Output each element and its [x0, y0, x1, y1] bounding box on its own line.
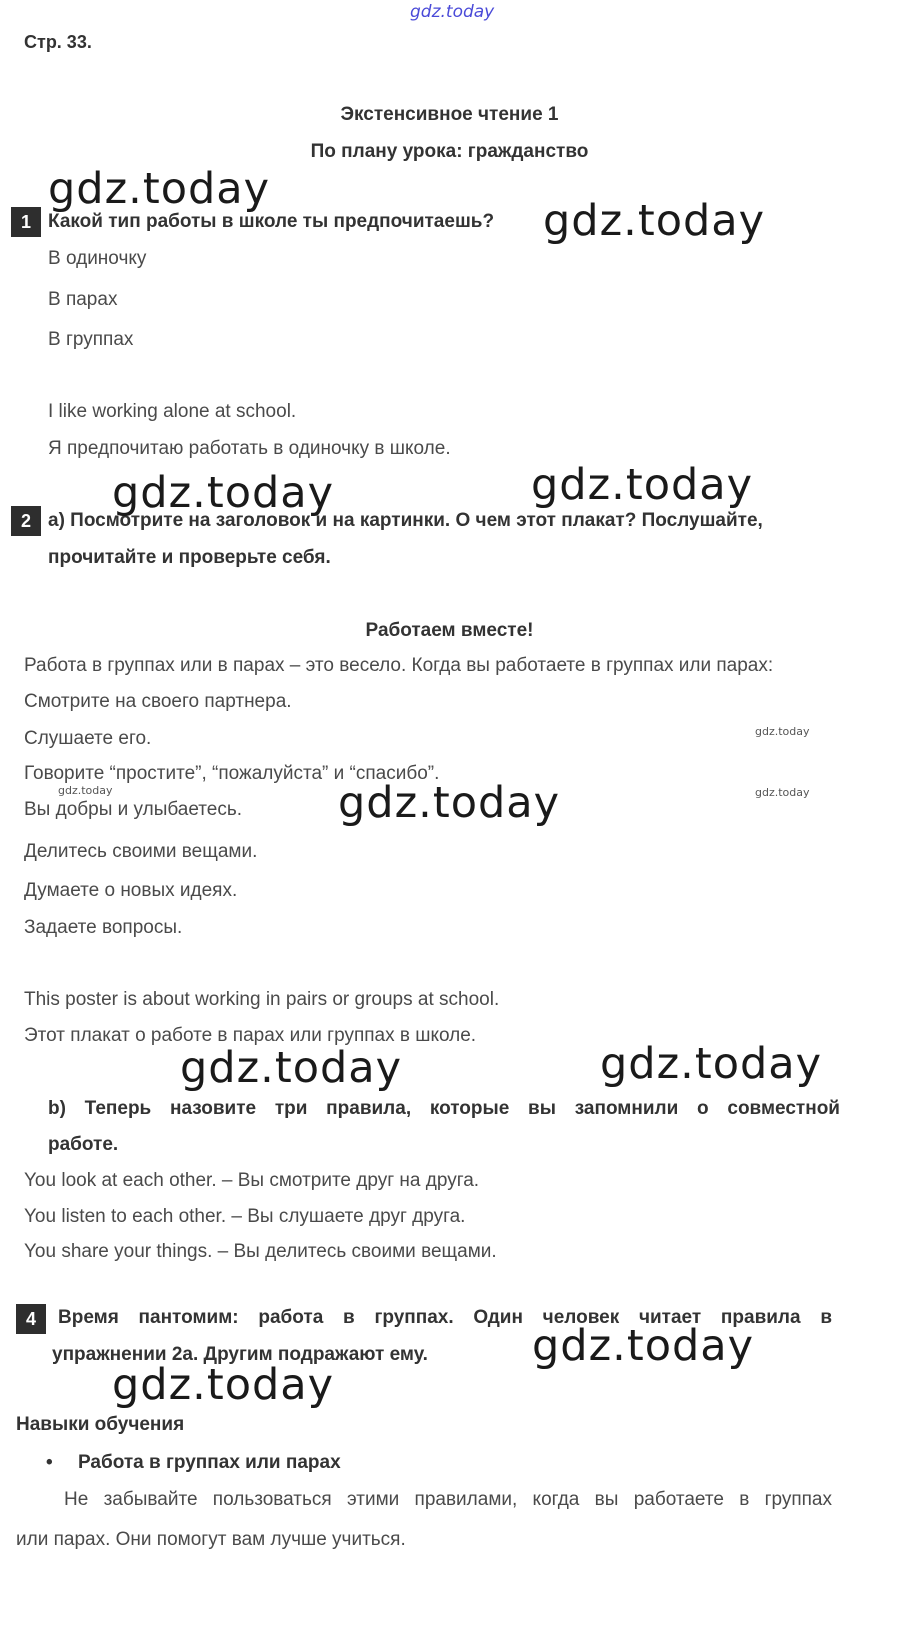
watermark: gdz.today	[532, 1321, 755, 1371]
rule-line: You listen to each other. – Вы слушаете друг друга.	[24, 1206, 466, 1227]
watermark-small: gdz.today	[755, 786, 810, 799]
watermark-small: gdz.today	[58, 784, 113, 797]
watermark: gdz.today	[112, 1360, 335, 1410]
page-title: Экстенсивное чтение 1	[340, 104, 559, 125]
skills-item: Работа в группах или парах	[78, 1452, 341, 1473]
exercise-1-answer-ru: Я предпочитаю работать в одиночку в школе.	[48, 438, 451, 459]
watermark: gdz.today	[112, 468, 335, 518]
exercise-1-question: Какой тип работы в школе ты предпочитаешь?	[48, 211, 495, 232]
poster-line: Думаете о новых идеях.	[24, 880, 238, 901]
exercise-2-number: 2	[11, 506, 41, 536]
bullet-icon: •	[46, 1452, 53, 1473]
rule-line: You share your things. – Вы делитесь своими вещами.	[24, 1241, 497, 1262]
exercise-1-option: В парах	[48, 289, 118, 310]
poster-line: Смотрите на своего партнера.	[24, 691, 292, 712]
exercise-1-number: 1	[11, 207, 41, 237]
exercise-1-option: В группах	[48, 329, 134, 350]
poster-line: Говорите “простите”, “пожалуйста” и “спасибо”.	[24, 763, 440, 784]
skills-heading: Навыки обучения	[16, 1414, 185, 1435]
watermark: gdz.today	[600, 1039, 823, 1089]
exercise-1-option: В одиночку	[48, 248, 147, 269]
poster-line: Делитесь своими вещами.	[24, 841, 258, 862]
poster-line: Работа в группах или в парах – это весело. Когда вы работаете в группах или парах:	[24, 655, 774, 676]
poster-line: Задаете вопросы.	[24, 917, 183, 938]
watermark: gdz.today	[180, 1043, 403, 1093]
poster-line: Вы добры и улыбаетесь.	[24, 799, 243, 820]
page-reference: Стр. 33.	[24, 32, 92, 52]
exercise-1-answer-en: I like working alone at school.	[48, 401, 297, 422]
exercise-2-task-a-cont: прочитайте и проверьте себя.	[48, 547, 331, 568]
watermark: gdz.today	[531, 460, 754, 510]
page-subtitle: По плану урока: гражданство	[310, 141, 589, 162]
skills-text: Не забывайте пользоваться этими правилами, когда вы работаете в группах	[64, 1489, 832, 1510]
poster-line: Слушаете его.	[24, 728, 152, 749]
skills-text-cont: или парах. Они помогут вам лучше учиться.	[16, 1529, 406, 1550]
exercise-2-task-b-cont: работе.	[48, 1134, 119, 1155]
watermark-top: gdz.today	[410, 2, 495, 22]
exercise-2-answer-en: This poster is about working in pairs or groups at school.	[24, 989, 500, 1010]
watermark: gdz.today	[543, 196, 766, 246]
exercise-4-text-cont: упражнении 2a. Другим подражают ему.	[52, 1344, 428, 1365]
exercise-4-number: 4	[16, 1304, 46, 1334]
poster-title: Работаем вместе!	[365, 620, 534, 641]
watermark: gdz.today	[338, 778, 561, 828]
exercise-2-answer-ru: Этот плакат о работе в парах или группах в школе.	[24, 1025, 477, 1046]
watermark-small: gdz.today	[755, 725, 810, 738]
watermark: gdz.today	[48, 164, 271, 214]
exercise-2-task-b: b) Теперь назовите три правила, которые вы запомнили о совместной	[48, 1098, 840, 1119]
exercise-2-task-a: a) Посмотрите на заголовок и на картинки. О чем этот плакат? Послушайте,	[48, 510, 763, 531]
rule-line: You look at each other. – Вы смотрите друг на друга.	[24, 1170, 480, 1191]
exercise-4-text: Время пантомим: работа в группах. Один человек читает правила в	[58, 1307, 832, 1328]
